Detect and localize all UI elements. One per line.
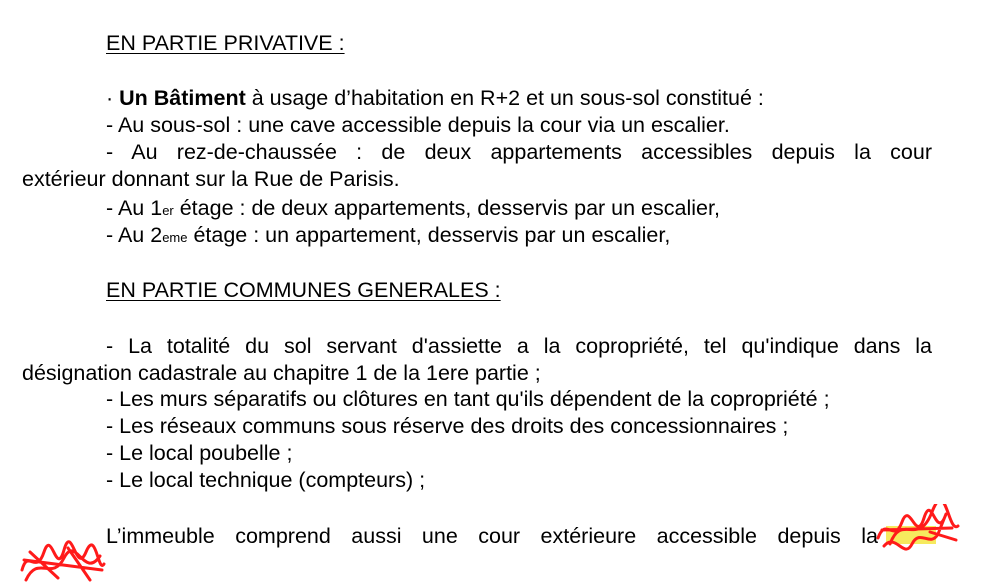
second-floor-description: étage : un appartement, desservis par un escalier, [187, 223, 671, 247]
first-floor-description: étage : de deux appartements, desservis par un escalier, [173, 196, 720, 220]
private-section-heading: EN PARTIE PRIVATIVE : [106, 31, 345, 55]
second-floor-ordinal: eme [162, 230, 188, 245]
common-item-networks: - Les réseaux communs sous réserve des droits des concessionnaires ; [106, 414, 789, 438]
building-description: à usage d’habitation en R+2 et un sous-sol constitué : [245, 86, 764, 110]
redaction-scribble-left [18, 540, 108, 584]
common-item-walls: - Les murs séparatifs ou clôtures en tant qu'ils dépendent de la copropriété ; [106, 387, 830, 411]
common-section-heading: EN PARTIE COMMUNES GENERALES : [106, 278, 501, 302]
redaction-scribble-right [872, 504, 962, 552]
closing-sentence [106, 523, 878, 550]
common-item-land-text: - La totalité du sol servant d'assiette a la copropriété, tel qu'indique dans la [106, 334, 932, 358]
common-item-land-line1 [106, 333, 932, 360]
second-floor-prefix: - Au 2 [106, 223, 163, 247]
common-item-trash-room: - Le local poubelle ; [106, 441, 293, 465]
closing-sentence-text: L’immeuble comprend aussi une cour extérieure accessible depuis la [106, 524, 878, 548]
common-item-technical-room: - Le local technique (compteurs) ; [106, 468, 426, 492]
private-item-ground-floor-line2: extérieur donnant sur la Rue de Parisis. [22, 167, 400, 191]
private-item-first-floor [106, 195, 720, 224]
private-item-basement: - Au sous-sol : une cave accessible depuis la cour via un escalier. [106, 113, 730, 137]
building-label: Un Bâtiment [119, 86, 246, 110]
private-item-second-floor [106, 222, 670, 251]
first-floor-prefix: - Au 1 [106, 196, 163, 220]
private-item-ground-floor-line1 [106, 139, 932, 166]
building-intro-line [106, 85, 764, 112]
first-floor-ordinal: er [162, 203, 174, 218]
private-item-ground-floor-text: - Au rez-de-chaussée : de deux appartements accessibles depuis la cour [106, 140, 932, 164]
bullet: · [106, 86, 120, 110]
common-item-land-line2: désignation cadastrale au chapitre 1 de la 1ere partie ; [22, 361, 541, 385]
